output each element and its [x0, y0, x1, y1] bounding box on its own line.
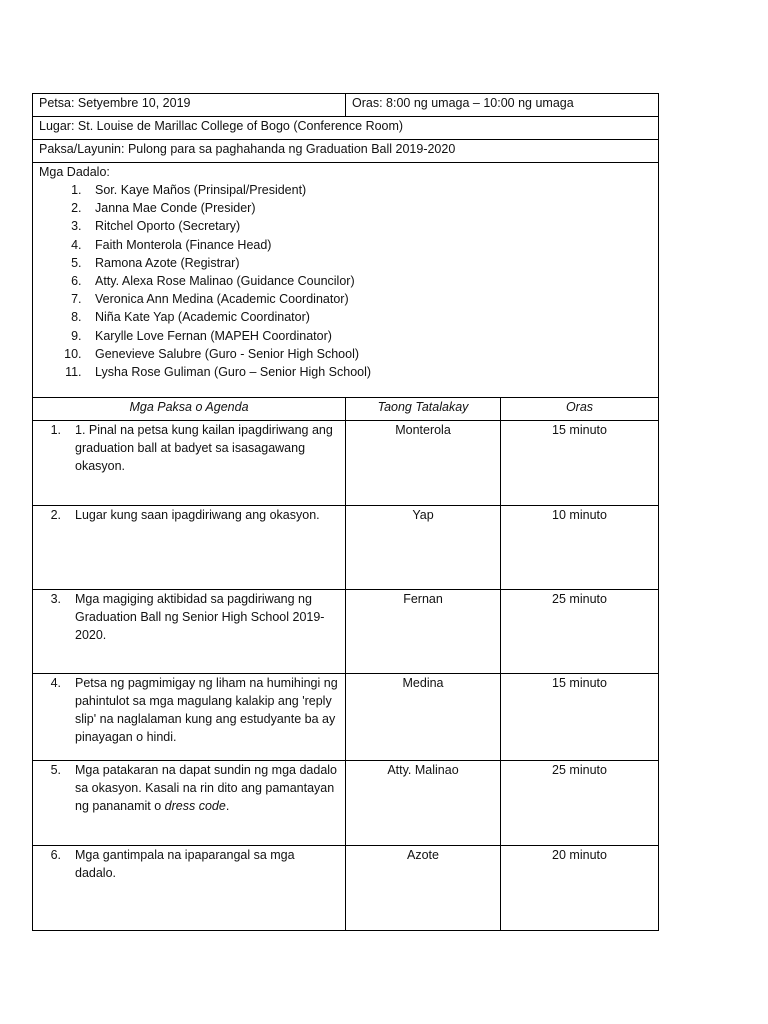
meeting-date: Petsa: Setyembre 10, 2019	[33, 94, 346, 117]
date-time-row	[33, 94, 659, 117]
agenda-person: Atty. Malinao	[346, 761, 501, 846]
meeting-time: Oras: 8:00 ng umaga – 10:00 ng umaga	[346, 94, 659, 117]
agenda-person: Fernan	[346, 590, 501, 674]
agenda-person: Yap	[346, 506, 501, 590]
attendee-item: 7. Veronica Ann Medina (Academic Coordinator)	[85, 290, 652, 308]
attendee-item: 4. Faith Monterola (Finance Head)	[85, 236, 652, 254]
agenda-topic-cell	[33, 421, 346, 506]
agenda-number: 2.	[50, 508, 61, 522]
agenda-duration: 25 minuto	[501, 590, 659, 674]
agenda-row	[33, 674, 659, 761]
agenda-row	[33, 590, 659, 674]
attendees-list	[39, 181, 652, 381]
agenda-topic: Petsa ng pagmimigay ng liham na humihingi ng pahintulot sa mga magulang kalakip ang 'reply slip' na naglalaman kung ang estudyante ba ay pinayagan o hindi.	[75, 676, 338, 744]
agenda-topic: Mga gantimpala na ipaparangal sa mga dadalo.	[75, 848, 295, 880]
agenda-topic-cell	[33, 590, 346, 674]
agenda-duration: 20 minuto	[501, 846, 659, 931]
agenda-number: 6.	[50, 848, 61, 862]
agenda-person: Monterola	[346, 421, 501, 506]
attendee-item: 3. Ritchel Oporto (Secretary)	[85, 217, 652, 235]
agenda-row	[33, 761, 659, 846]
attendee-item: 9. Karylle Love Fernan (MAPEH Coordinator)	[85, 327, 652, 345]
attendee-item: 8. Niña Kate Yap (Academic Coordinator)	[85, 308, 652, 326]
meeting-minutes-table	[32, 93, 659, 931]
agenda-duration: 25 minuto	[501, 761, 659, 846]
agenda-topic: Mga magiging aktibidad sa pagdiriwang ng Graduation Ball ng Senior High School 2019-2020.	[75, 592, 325, 642]
agenda-topic-cell	[33, 506, 346, 590]
attendee-item: 6. Atty. Alexa Rose Malinao (Guidance Councilor)	[85, 272, 652, 290]
agenda-number: 1.	[50, 423, 61, 437]
attendee-item: 11. Lysha Rose Guliman (Guro – Senior High School)	[85, 363, 652, 381]
agenda-topic-header: Mga Paksa o Agenda	[33, 398, 346, 421]
agenda-number: 5.	[50, 763, 61, 777]
attendee-item: 1. Sor. Kaye Maños (Prinsipal/President)	[85, 181, 652, 199]
agenda-row	[33, 421, 659, 506]
meeting-purpose: Paksa/Layunin: Pulong para sa paghahanda ng Graduation Ball 2019-2020	[33, 140, 659, 163]
attendee-item: 2. Janna Mae Conde (Presider)	[85, 199, 652, 217]
agenda-person-header: Taong Tatalakay	[346, 398, 501, 421]
agenda-person: Azote	[346, 846, 501, 931]
attendee-item: 10. Genevieve Salubre (Guro - Senior High School)	[85, 345, 652, 363]
agenda-topic: Mga patakaran na dapat sundin ng mga dadalo sa okasyon. Kasali na rin dito ang pamantayan ng pananamit o dress code.	[75, 763, 337, 813]
agenda-topic-cell	[33, 761, 346, 846]
agenda-number: 3.	[50, 592, 61, 606]
agenda-topic-cell	[33, 674, 346, 761]
agenda-duration: 10 minuto	[501, 506, 659, 590]
agenda-topic: Lugar kung saan ipagdiriwang ang okasyon.	[75, 508, 320, 522]
agenda-header-row	[33, 398, 659, 421]
agenda-time-header: Oras	[501, 398, 659, 421]
agenda-row	[33, 506, 659, 590]
agenda-person: Medina	[346, 674, 501, 761]
meeting-venue: Lugar: St. Louise de Marillac College of Bogo (Conference Room)	[33, 117, 659, 140]
agenda-topic: 1. Pinal na petsa kung kailan ipagdiriwang ang graduation ball at badyet sa isasagawang okasyon.	[75, 423, 333, 473]
attendees-cell	[33, 163, 659, 398]
agenda-topic-cell	[33, 846, 346, 931]
attendees-label: Mga Dadalo:	[39, 165, 110, 179]
purpose-row	[33, 140, 659, 163]
attendees-row	[33, 163, 659, 398]
agenda-row	[33, 846, 659, 931]
agenda-duration: 15 minuto	[501, 421, 659, 506]
agenda-number: 4.	[50, 676, 61, 690]
agenda-duration: 15 minuto	[501, 674, 659, 761]
attendee-item: 5. Ramona Azote (Registrar)	[85, 254, 652, 272]
venue-row	[33, 117, 659, 140]
